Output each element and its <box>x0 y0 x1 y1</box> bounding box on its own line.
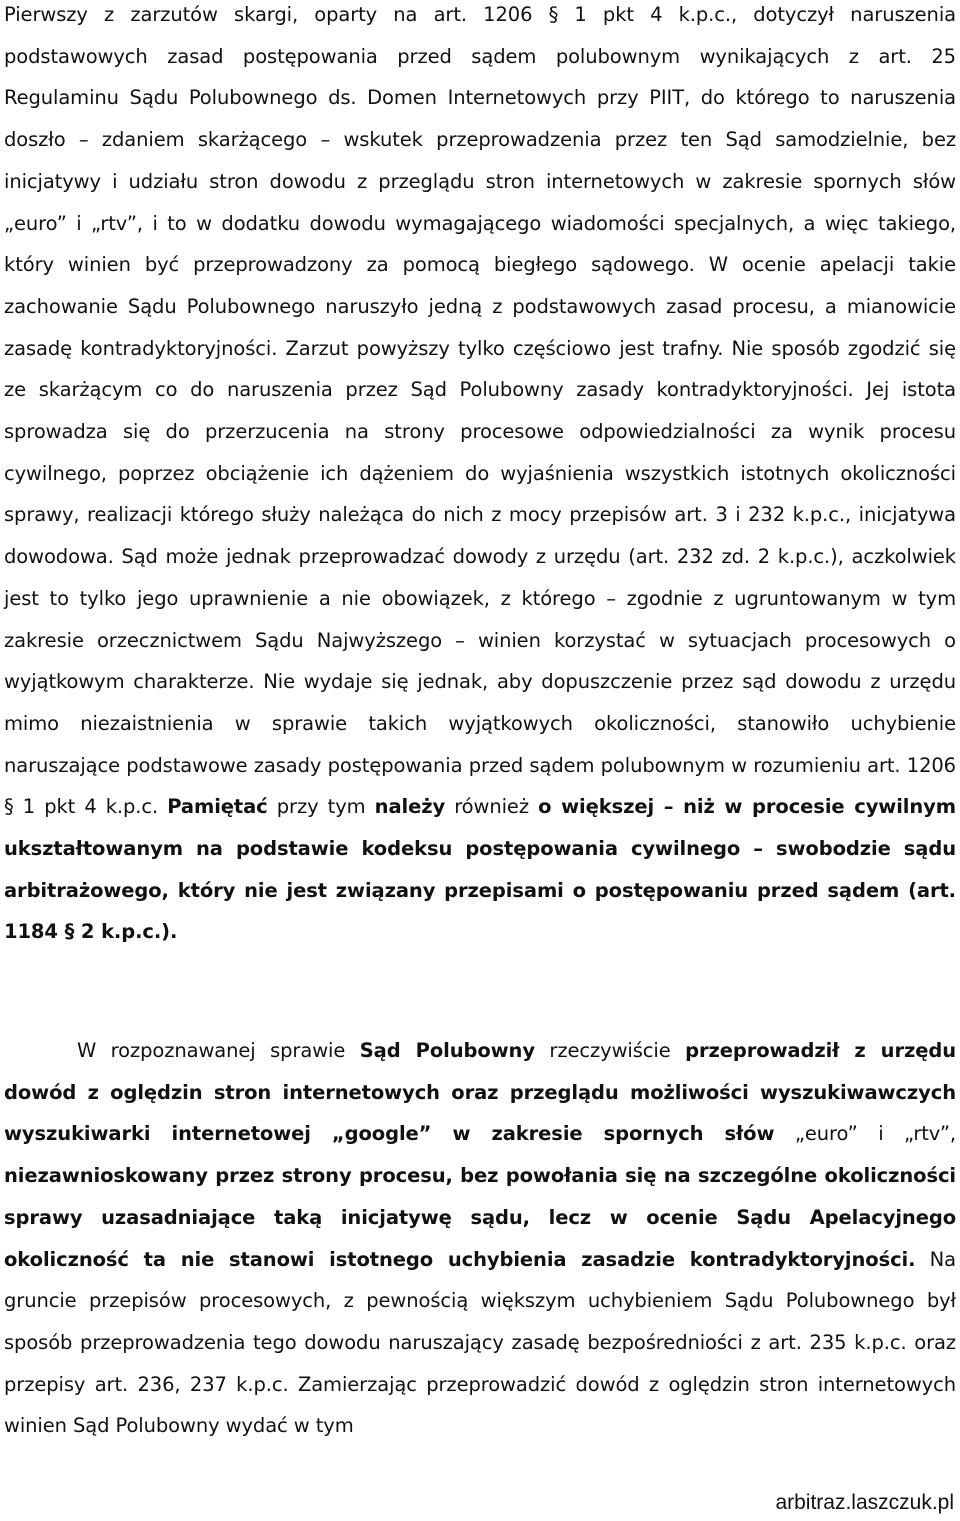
p2-seg-2: rzeczywiście <box>534 1039 686 1062</box>
p1-seg-2: 1 pkt 4 k.p.c., dotyczył naruszenia podstawowych zasad postępowania przed sądem polubownym wynikających z art. 25 Regulaminu Sądu Polubownego ds. Domen Internetowych przy PIIT, do którego to naruszenia doszło – zdaniem skarżącego – wskutek przeprowadzenia przez ten Sąd samodzielnie, bez inicjatywy i udziału stron dowodu z przeglądu stron internetowych w zakresie spornych słów „euro” i „rtv”, i to w dodatku dowodu wymagającego wiadomości specjalnych, a więc takiego, który winien być przeprowadzony za pomocą biegłego sądowego. W ocenie apelacji takie zachowanie Sądu Polubownego naruszyło jedną z podstawowych zasad procesu, a mianowicie zasadę kontradyktoryjności. Zarzut powyższy tylko częściowo jest trafny. Nie sposób zgodzić się ze skarżącym co do naruszenia przez Sąd Polubowny zasady kontradyktoryjności. Jej istota sprowadza się do przerzucenia na strony procesowe odpowiedzialności za wynik procesu cywilnego, poprzez obciążenie ich dążeniem do wyjaśnienia wszystkich istotnych okoliczności sprawy, realizacji którego służy należąca do nich z mocy przepisów art. 3 i 232 k.p.c., inicjatywa dowodowa. Sąd może jednak przeprowadzać dowody z urzędu (art. 232 zd. 2 k.p.c.), aczkolwiek jest to tylko jego uprawnienie a nie obowiązek, z którego – zgodnie z ugruntowanym w tym zakresie orzecznictwem Sądu Najwyższego – winien korzystać w sytuacjach procesowych o wyjątkowym charakterze. Nie wydaje się jednak, aby dopuszczenie przez sąd dowodu z urzędu mimo niezaistnienia w sprawie takich wyjątkowych okoliczności, stanowiło uchybienie naruszające podstawowe zasady postępowania przed sądem polubownym w rozumieniu art. 1206 <box>4 3 956 777</box>
p1-seg-0: Pierwszy z zarzutów skargi, oparty na art. 1206 <box>4 3 549 26</box>
paragraph-2 <box>4 1030 956 1447</box>
section-sign: § <box>548 3 559 26</box>
section-sign: § <box>64 920 75 944</box>
p1-bold-pamietac: Pamiętać <box>167 795 268 819</box>
p1-bold-end: 2 k.p.c.). <box>74 920 178 944</box>
p2-seg-6: Na gruncie przepisów procesowych, z pewnością większym uchybieniem Sądu Polubownego był sposób przeprowadzenia tego dowodu naruszający zasadę bezpośredniości z art. 235 k.p.c. oraz przepisy art. 236, 237 k.p.c. Zamierzając przeprowadzić dowód z oględzin stron internetowych winien Sąd Polubowny wydać w tym <box>4 1247 957 1438</box>
section-sign: § <box>4 795 14 819</box>
p2-bold-sad: Sąd Polubowny <box>359 1039 535 1062</box>
p1-seg-4: 1 pkt 4 k.p.c. <box>13 795 168 819</box>
p1-seg-8: również <box>445 795 539 819</box>
paragraph-1 <box>4 0 956 953</box>
p1-bold-nalezy: należy <box>374 795 446 819</box>
p1-bold-swoboda: o większej – niż w procesie cywilnym ukształtowanym na podstawie kodeksu postępowania cywilnego – swobodzie sądu arbitrażowego, który nie jest związany przepisami o postępowaniu przed sądem (art. 1184 <box>4 795 956 944</box>
p2-seg-0: W rozpoznawanej sprawie <box>77 1039 360 1062</box>
p1-seg-6: przy tym <box>267 795 375 819</box>
p2-seg-4: „euro” i „rtv”, <box>774 1122 956 1146</box>
p2-bold-dowod: przeprowadził z urzędu dowód z oględzin stron internetowych oraz przeglądu możliwości wyszukiwawczych wyszukiwarki internetowej „google” w zakresie spornych słów <box>4 1039 956 1146</box>
p2-bold-ocena: niezawnioskowany przez strony procesu, bez powołania się na szczególne okoliczności sprawy uzasadniające taką inicjatywę sądu, lecz w ocenie Sądu Apelacyjnego okoliczność ta nie stanowi istotnego uchybienia zasadzie kontradyktoryjności. <box>4 1164 956 1271</box>
footer-site: arbitraz.laszczuk.pl <box>775 1491 954 1514</box>
